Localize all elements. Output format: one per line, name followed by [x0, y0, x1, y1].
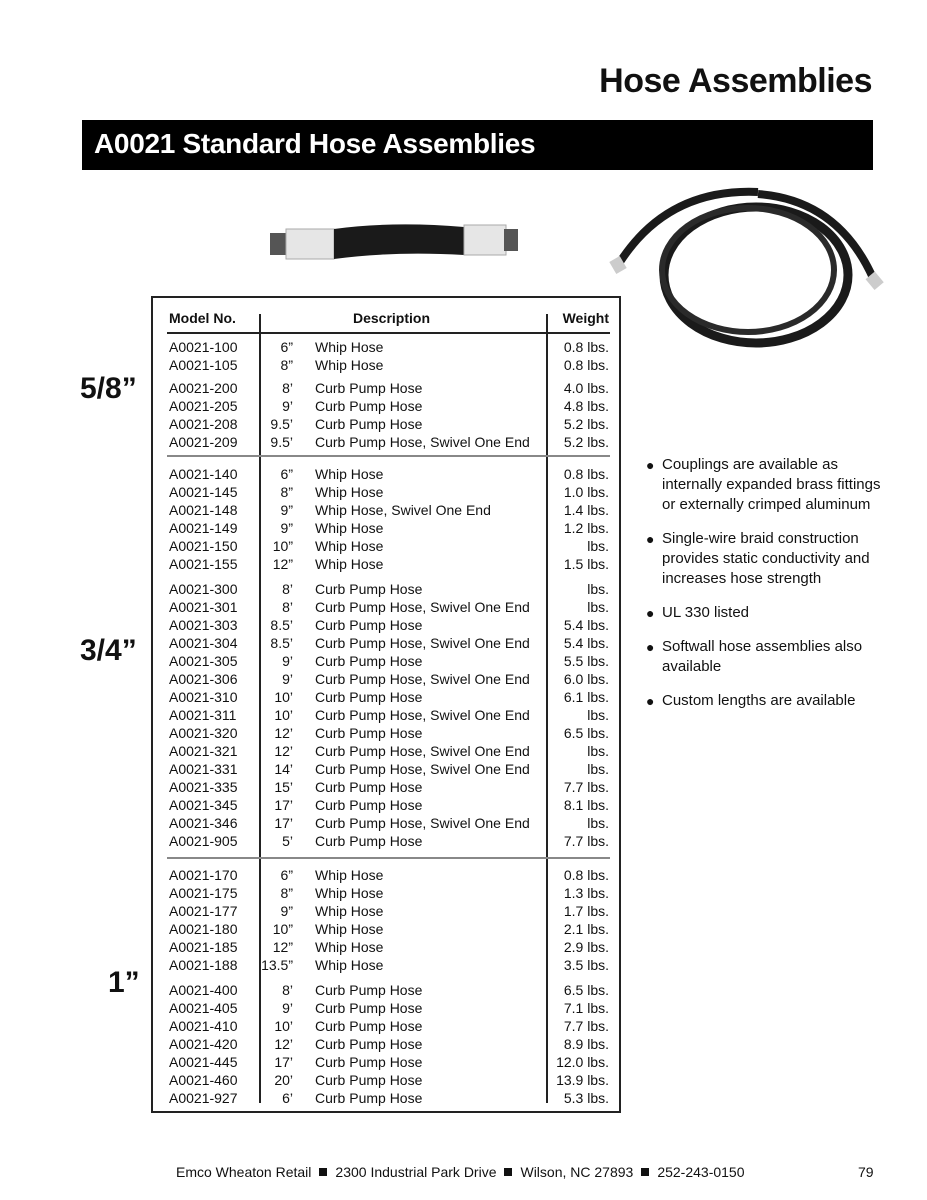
weight-cell: 0.8 lbs.	[563, 466, 609, 482]
length-cell: 8.5’	[270, 635, 293, 651]
weight-cell: lbs.	[587, 707, 609, 723]
length-cell: 10’	[274, 689, 293, 705]
model-cell: A0021-303	[169, 617, 238, 633]
model-cell: A0021-180	[169, 921, 238, 937]
model-cell: A0021-405	[169, 1000, 238, 1016]
table-row	[153, 760, 619, 778]
length-cell: 8”	[280, 484, 293, 500]
length-cell: 6’	[282, 1090, 293, 1106]
length-cell: 9’	[282, 653, 293, 669]
model-cell: A0021-177	[169, 903, 238, 919]
table-row	[153, 1035, 619, 1053]
length-cell: 17’	[274, 815, 293, 831]
footer-phone: 252-243-0150	[657, 1164, 745, 1180]
model-cell: A0021-321	[169, 743, 238, 759]
header-rule	[167, 332, 610, 334]
weight-cell: lbs.	[587, 581, 609, 597]
feature-item: ● UL 330 listed	[646, 604, 749, 621]
weight-cell: 5.2 lbs.	[563, 416, 609, 432]
table-row	[153, 1071, 619, 1089]
footer-address: 2300 Industrial Park Drive	[335, 1164, 497, 1180]
description-cell: Curb Pump Hose	[315, 380, 423, 396]
model-cell: A0021-445	[169, 1054, 238, 1070]
table-row	[153, 796, 619, 814]
bullet-icon: ●	[646, 693, 655, 709]
description-cell: Curb Pump Hose	[315, 1018, 423, 1034]
model-cell: A0021-205	[169, 398, 238, 414]
weight-cell: 4.0 lbs.	[563, 380, 609, 396]
size-label-5-8: 5/8”	[80, 372, 137, 405]
size-label-3-4: 3/4”	[80, 634, 137, 667]
model-cell: A0021-185	[169, 939, 238, 955]
length-cell: 15’	[274, 779, 293, 795]
curb-pump-hose-image	[608, 180, 888, 350]
table-row	[153, 616, 619, 634]
weight-cell: 7.1 lbs.	[563, 1000, 609, 1016]
description-cell: Curb Pump Hose	[315, 581, 423, 597]
weight-cell: 3.5 lbs.	[563, 957, 609, 973]
table-row	[153, 706, 619, 724]
weight-cell: lbs.	[587, 538, 609, 554]
model-cell: A0021-209	[169, 434, 238, 450]
table-row	[153, 555, 619, 573]
model-cell: A0021-345	[169, 797, 238, 813]
model-cell: A0021-331	[169, 761, 238, 777]
model-cell: A0021-300	[169, 581, 238, 597]
weight-cell: 8.1 lbs.	[563, 797, 609, 813]
length-cell: 10”	[272, 921, 293, 937]
section-banner	[82, 120, 873, 170]
table-row	[153, 598, 619, 616]
length-cell: 14’	[274, 761, 293, 777]
bullet-icon: ●	[646, 639, 655, 655]
weight-cell: 7.7 lbs.	[563, 1018, 609, 1034]
whip-hose-image	[268, 215, 518, 265]
description-cell: Whip Hose	[315, 357, 384, 373]
length-cell: 12”	[272, 939, 293, 955]
model-cell: A0021-410	[169, 1018, 238, 1034]
description-cell: Curb Pump Hose	[315, 725, 423, 741]
weight-cell: 5.5 lbs.	[563, 653, 609, 669]
length-cell: 9”	[280, 903, 293, 919]
description-cell: Curb Pump Hose	[315, 779, 423, 795]
model-cell: A0021-905	[169, 833, 238, 849]
weight-cell: 5.4 lbs.	[563, 617, 609, 633]
bullet-icon: ●	[646, 457, 655, 473]
model-cell: A0021-150	[169, 538, 238, 554]
length-cell: 20’	[274, 1072, 293, 1088]
model-cell: A0021-306	[169, 671, 238, 687]
square-bullet-icon	[641, 1168, 649, 1176]
description-cell: Whip Hose	[315, 867, 384, 883]
weight-cell: 13.9 lbs.	[556, 1072, 609, 1088]
weight-cell: lbs.	[587, 815, 609, 831]
table-row	[153, 832, 619, 850]
weight-cell: 0.8 lbs.	[563, 339, 609, 355]
weight-cell: 7.7 lbs.	[563, 779, 609, 795]
table-row	[153, 501, 619, 519]
weight-cell: 1.5 lbs.	[563, 556, 609, 572]
description-cell: Curb Pump Hose	[315, 653, 423, 669]
length-cell: 9’	[282, 398, 293, 414]
description-cell: Curb Pump Hose, Swivel One End	[315, 671, 530, 687]
square-bullet-icon	[319, 1168, 327, 1176]
table-row	[153, 1089, 619, 1107]
weight-cell: 5.4 lbs.	[563, 635, 609, 651]
size-label-1: 1”	[108, 966, 140, 999]
length-cell: 8’	[282, 380, 293, 396]
length-cell: 6”	[280, 867, 293, 883]
length-cell: 6”	[280, 466, 293, 482]
description-cell: Curb Pump Hose, Swivel One End	[315, 707, 530, 723]
weight-cell: 5.3 lbs.	[563, 1090, 609, 1106]
description-cell: Curb Pump Hose	[315, 1072, 423, 1088]
feature-item: ● Single-wire braid construction provides static conductivity and increases hose strength	[646, 530, 870, 587]
table-row	[153, 956, 619, 974]
description-cell: Curb Pump Hose, Swivel One End	[315, 434, 530, 450]
description-cell: Whip Hose, Swivel One End	[315, 502, 491, 518]
description-cell: Curb Pump Hose	[315, 833, 423, 849]
model-cell: A0021-155	[169, 556, 238, 572]
description-cell: Whip Hose	[315, 484, 384, 500]
length-cell: 9”	[280, 520, 293, 536]
square-bullet-icon	[504, 1168, 512, 1176]
table-row	[153, 670, 619, 688]
description-cell: Curb Pump Hose	[315, 982, 423, 998]
feature-item: ● Softwall hose assemblies also available	[646, 638, 863, 675]
weight-cell: lbs.	[587, 743, 609, 759]
model-cell: A0021-148	[169, 502, 238, 518]
table-row	[153, 483, 619, 501]
table-row	[153, 379, 619, 397]
length-cell: 8”	[280, 357, 293, 373]
weight-cell: 2.9 lbs.	[563, 939, 609, 955]
table-row	[153, 688, 619, 706]
page-title: Hose Assemblies	[599, 62, 872, 100]
bullet-icon: ●	[646, 531, 655, 547]
table-row	[153, 814, 619, 832]
description-cell: Curb Pump Hose, Swivel One End	[315, 761, 530, 777]
length-cell: 9.5’	[270, 416, 293, 432]
length-cell: 8.5’	[270, 617, 293, 633]
model-cell: A0021-188	[169, 957, 238, 973]
model-cell: A0021-208	[169, 416, 238, 432]
length-cell: 17’	[274, 1054, 293, 1070]
description-cell: Curb Pump Hose	[315, 797, 423, 813]
group-separator	[167, 455, 610, 457]
weight-cell: 6.0 lbs.	[563, 671, 609, 687]
table-row	[153, 537, 619, 555]
model-cell: A0021-105	[169, 357, 238, 373]
description-cell: Whip Hose	[315, 939, 384, 955]
weight-cell: 12.0 lbs.	[556, 1054, 609, 1070]
description-cell: Curb Pump Hose	[315, 1090, 423, 1106]
feature-item: ● Custom lengths are available	[646, 692, 856, 709]
table-row	[153, 999, 619, 1017]
group-separator	[167, 857, 610, 859]
table-row	[153, 902, 619, 920]
model-table	[151, 296, 621, 1113]
length-cell: 9’	[282, 671, 293, 687]
weight-cell: 6.5 lbs.	[563, 725, 609, 741]
weight-cell: 4.8 lbs.	[563, 398, 609, 414]
length-cell: 6”	[280, 339, 293, 355]
description-cell: Curb Pump Hose	[315, 1054, 423, 1070]
length-cell: 17’	[274, 797, 293, 813]
model-cell: A0021-140	[169, 466, 238, 482]
model-cell: A0021-320	[169, 725, 238, 741]
table-row	[153, 415, 619, 433]
table-row	[153, 866, 619, 884]
table-row	[153, 519, 619, 537]
description-cell: Curb Pump Hose	[315, 1000, 423, 1016]
description-cell: Whip Hose	[315, 885, 384, 901]
table-row	[153, 338, 619, 356]
model-cell: A0021-927	[169, 1090, 238, 1106]
footer	[176, 1164, 745, 1180]
length-cell: 12”	[272, 556, 293, 572]
description-cell: Curb Pump Hose	[315, 398, 423, 414]
length-cell: 13.5”	[261, 957, 293, 973]
description-cell: Curb Pump Hose, Swivel One End	[315, 635, 530, 651]
footer-city: Wilson, NC 27893	[520, 1164, 634, 1180]
feature-list	[646, 455, 881, 725]
weight-cell: 2.1 lbs.	[563, 921, 609, 937]
weight-cell: lbs.	[587, 599, 609, 615]
length-cell: 8’	[282, 581, 293, 597]
table-row	[153, 652, 619, 670]
length-cell: 9’	[282, 1000, 293, 1016]
weight-cell: 1.3 lbs.	[563, 885, 609, 901]
model-cell: A0021-311	[169, 707, 237, 723]
model-cell: A0021-301	[169, 599, 238, 615]
page-number: 79	[858, 1164, 874, 1180]
description-cell: Curb Pump Hose	[315, 689, 423, 705]
length-cell: 10’	[274, 707, 293, 723]
table-row	[153, 724, 619, 742]
table-row	[153, 1017, 619, 1035]
weight-cell: 8.9 lbs.	[563, 1036, 609, 1052]
description-cell: Curb Pump Hose, Swivel One End	[315, 815, 530, 831]
table-row	[153, 433, 619, 451]
weight-cell: 0.8 lbs.	[563, 357, 609, 373]
description-cell: Whip Hose	[315, 339, 384, 355]
description-cell: Whip Hose	[315, 538, 384, 554]
model-cell: A0021-310	[169, 689, 238, 705]
description-cell: Whip Hose	[315, 903, 384, 919]
length-cell: 12’	[274, 743, 293, 759]
length-cell: 8’	[282, 599, 293, 615]
table-row	[153, 981, 619, 999]
length-cell: 10’	[274, 1018, 293, 1034]
model-cell: A0021-100	[169, 339, 238, 355]
feature-item: ● Couplings are available as internally expanded brass fittings or externally crimped aluminum	[646, 456, 881, 513]
table-row	[153, 1053, 619, 1071]
table-row	[153, 884, 619, 902]
description-cell: Whip Hose	[315, 556, 384, 572]
weight-cell: 0.8 lbs.	[563, 867, 609, 883]
table-row	[153, 397, 619, 415]
description-cell: Whip Hose	[315, 957, 384, 973]
description-cell: Whip Hose	[315, 921, 384, 937]
description-cell: Whip Hose	[315, 520, 384, 536]
model-cell: A0021-305	[169, 653, 238, 669]
model-cell: A0021-460	[169, 1072, 238, 1088]
weight-cell: 1.2 lbs.	[563, 520, 609, 536]
table-row	[153, 920, 619, 938]
length-cell: 10”	[272, 538, 293, 554]
model-cell: A0021-170	[169, 867, 238, 883]
weight-cell: 6.5 lbs.	[563, 982, 609, 998]
header-model: Model No.	[169, 310, 236, 326]
model-cell: A0021-175	[169, 885, 238, 901]
description-cell: Curb Pump Hose	[315, 416, 423, 432]
table-row	[153, 356, 619, 374]
section-title: A0021 Standard Hose Assemblies	[94, 128, 536, 159]
table-row	[153, 778, 619, 796]
description-cell: Curb Pump Hose, Swivel One End	[315, 743, 530, 759]
table-row	[153, 742, 619, 760]
description-cell: Curb Pump Hose, Swivel One End	[315, 599, 530, 615]
weight-cell: 1.7 lbs.	[563, 903, 609, 919]
table-row	[153, 580, 619, 598]
model-cell: A0021-145	[169, 484, 238, 500]
model-cell: A0021-400	[169, 982, 238, 998]
model-cell: A0021-335	[169, 779, 238, 795]
length-cell: 5’	[282, 833, 293, 849]
header-description: Description	[353, 310, 431, 326]
weight-cell: 5.2 lbs.	[563, 434, 609, 450]
length-cell: 9”	[280, 502, 293, 518]
model-cell: A0021-200	[169, 380, 238, 396]
footer-company: Emco Wheaton Retail	[176, 1164, 312, 1180]
length-cell: 8”	[280, 885, 293, 901]
weight-cell: 1.4 lbs.	[563, 502, 609, 518]
weight-cell: 6.1 lbs.	[563, 689, 609, 705]
weight-cell: 7.7 lbs.	[563, 833, 609, 849]
bullet-icon: ●	[646, 605, 655, 621]
model-cell: A0021-149	[169, 520, 238, 536]
model-cell: A0021-304	[169, 635, 238, 651]
table-row	[153, 634, 619, 652]
length-cell: 12’	[274, 725, 293, 741]
description-cell: Curb Pump Hose	[315, 1036, 423, 1052]
description-cell: Whip Hose	[315, 466, 384, 482]
model-cell: A0021-420	[169, 1036, 238, 1052]
weight-cell: 1.0 lbs.	[563, 484, 609, 500]
model-cell: A0021-346	[169, 815, 238, 831]
length-cell: 12’	[274, 1036, 293, 1052]
length-cell: 8’	[282, 982, 293, 998]
table-row	[153, 465, 619, 483]
weight-cell: lbs.	[587, 761, 609, 777]
table-row	[153, 938, 619, 956]
length-cell: 9.5’	[270, 434, 293, 450]
header-weight: Weight	[562, 310, 609, 326]
description-cell: Curb Pump Hose	[315, 617, 423, 633]
